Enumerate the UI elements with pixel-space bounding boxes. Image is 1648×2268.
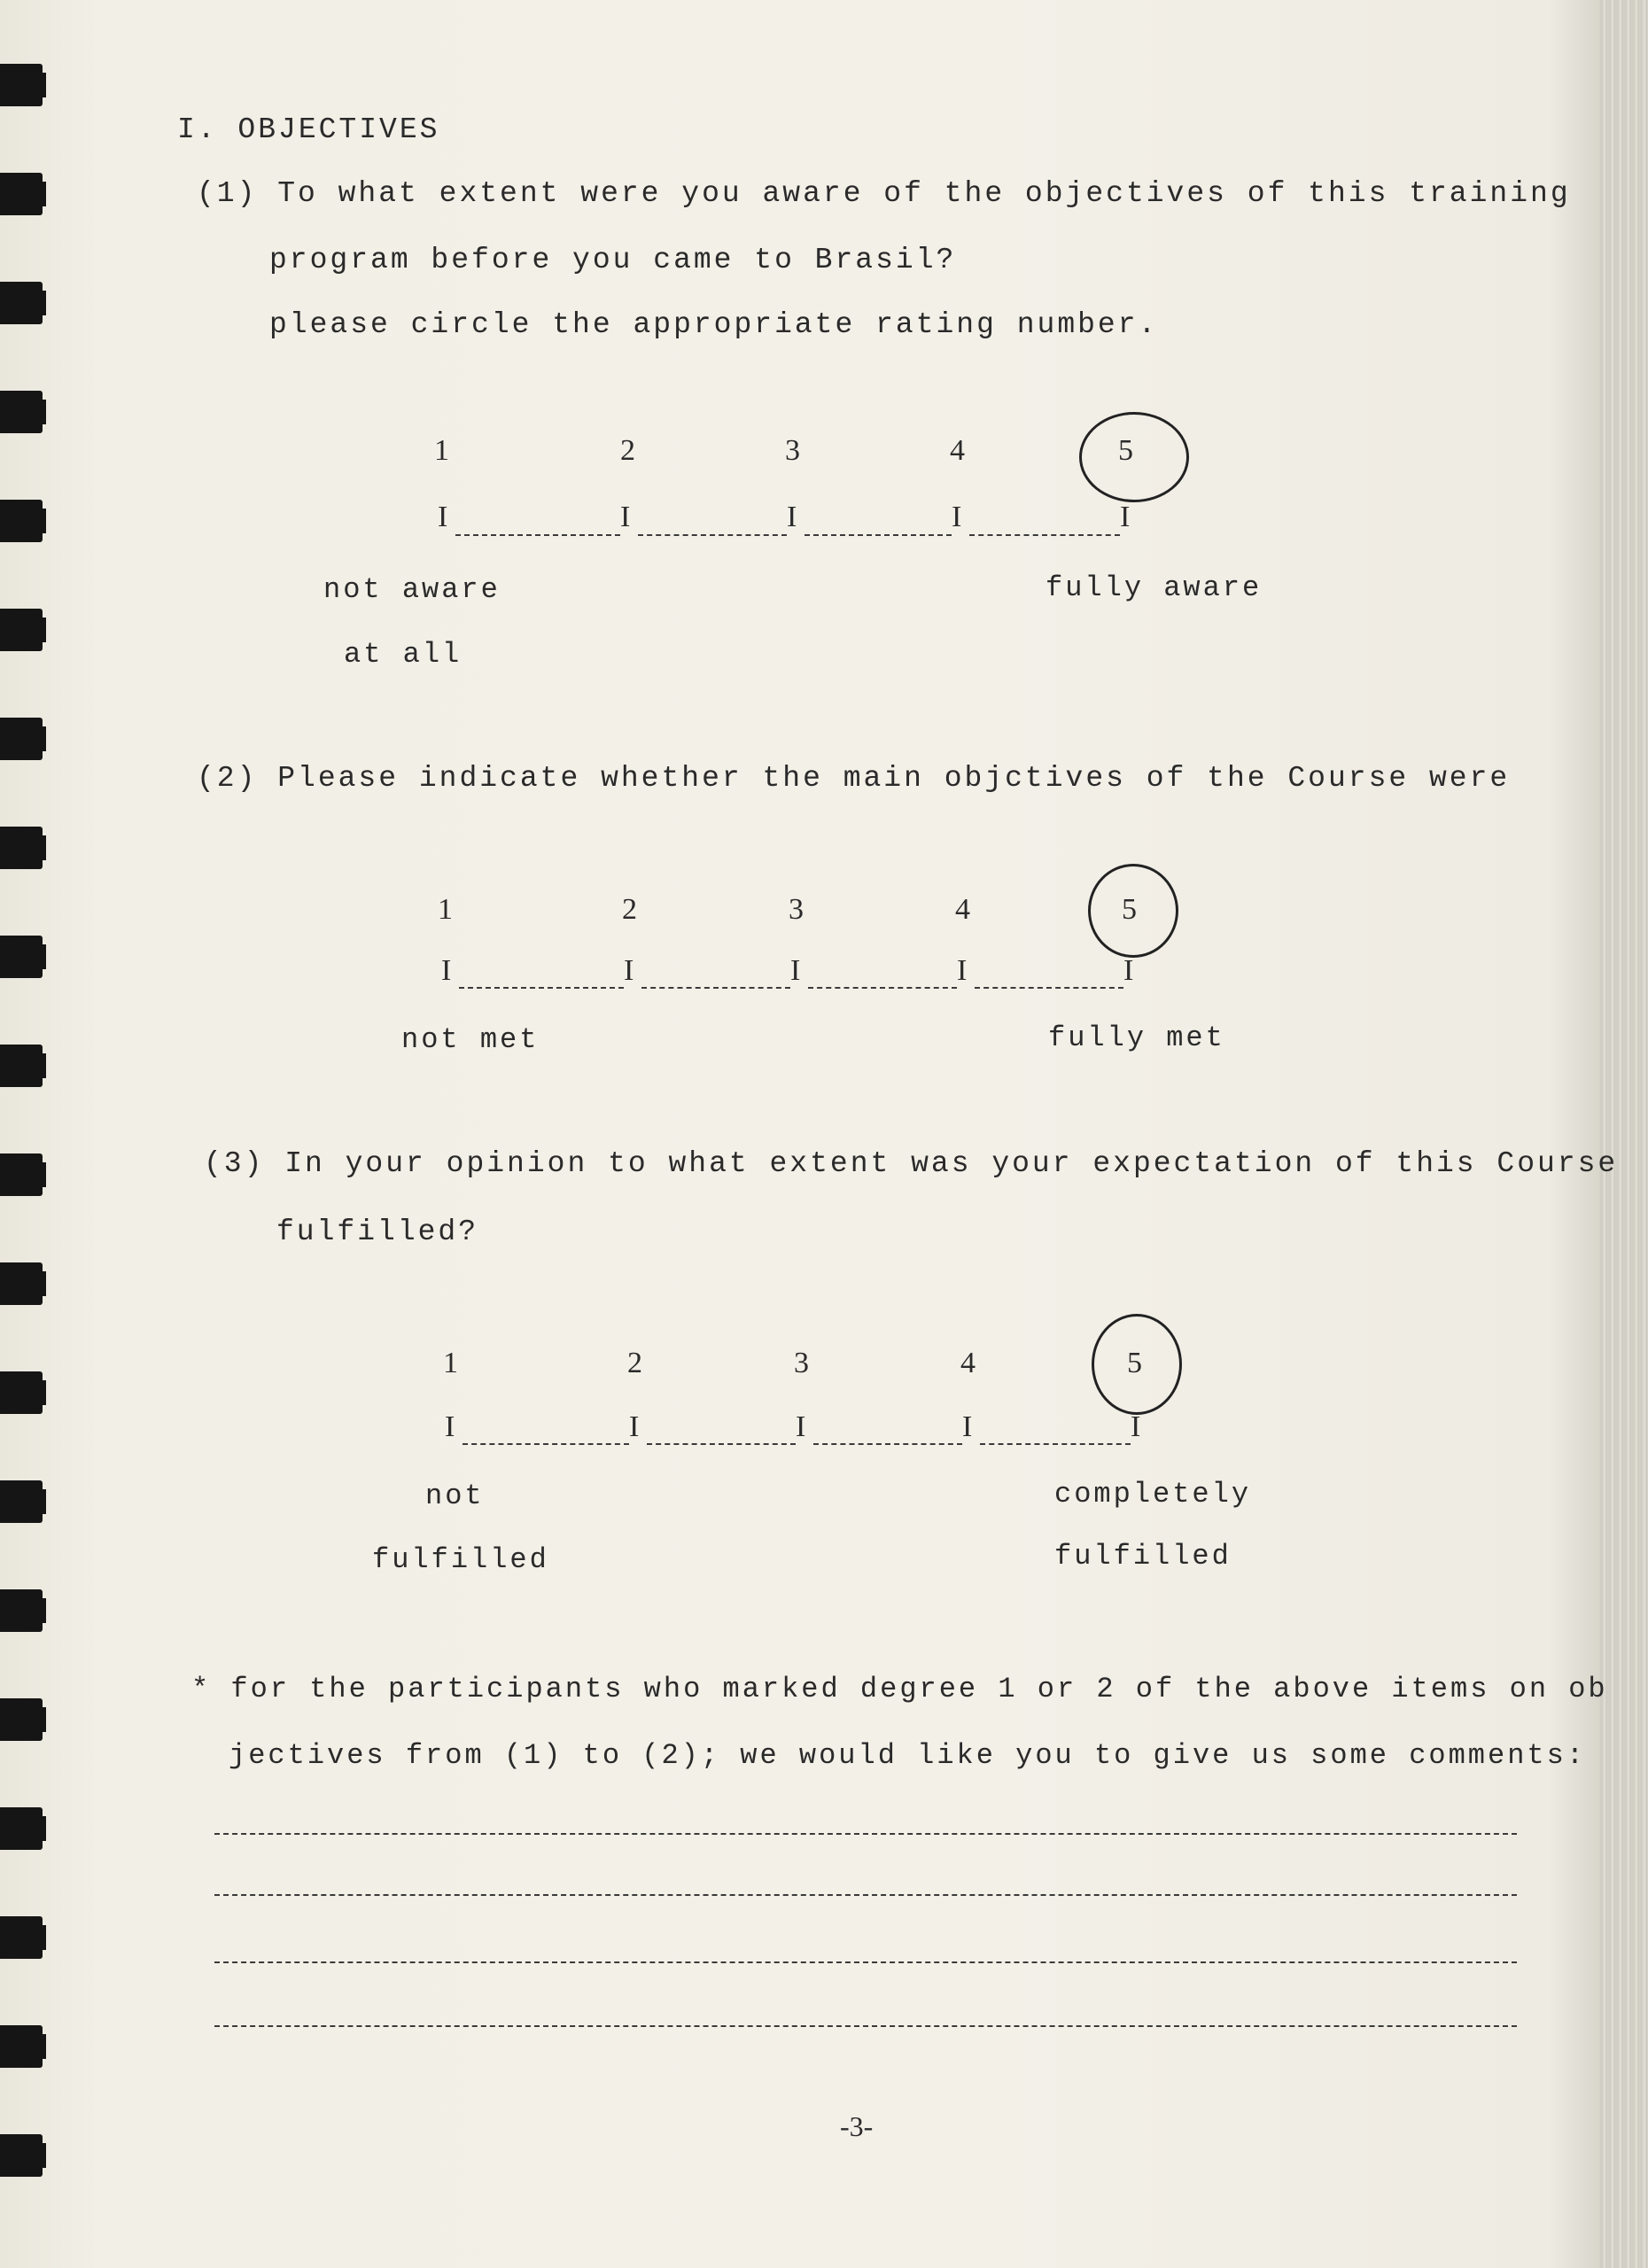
note-line1: * for the participants who marked degree 1 or 2 of the above items on ob xyxy=(191,1673,1608,1705)
q2-option-4[interactable]: 4 xyxy=(955,893,970,926)
q3-selected-circle xyxy=(1092,1314,1182,1415)
binding-hole xyxy=(0,1916,43,1959)
q3-option-1[interactable]: 1 xyxy=(443,1347,458,1379)
comment-line[interactable] xyxy=(214,2025,1517,2027)
q1-option-3[interactable]: 3 xyxy=(785,434,800,467)
q1-selected-circle xyxy=(1079,412,1189,502)
binding-hole xyxy=(0,391,43,433)
q3-scale-line xyxy=(980,1443,1131,1445)
q1-left-anchor: not aware xyxy=(323,573,501,606)
q1-tick: I xyxy=(787,501,797,533)
q3-text-line1: (3) In your opinion to what extent was your expectation of this Course xyxy=(204,1147,1619,1180)
q1-instruction: please circle the appropriate rating number. xyxy=(269,308,1159,341)
binding-hole xyxy=(0,1480,43,1523)
q1-tick: I xyxy=(620,501,631,533)
q3-option-4[interactable]: 4 xyxy=(960,1347,976,1379)
q2-right-anchor: fully met xyxy=(1048,1021,1225,1054)
q2-scale-line xyxy=(641,987,790,989)
q3-tick: I xyxy=(629,1410,640,1443)
q2-option-5[interactable]: 5 xyxy=(1122,893,1137,926)
binding-hole xyxy=(0,1698,43,1741)
q2-option-3[interactable]: 3 xyxy=(789,893,804,926)
note-line2: jectives from (1) to (2); we would like you to give us some comments: xyxy=(229,1739,1587,1772)
q2-scale-line xyxy=(808,987,957,989)
binding-hole xyxy=(0,936,43,978)
binding-hole xyxy=(0,827,43,869)
binding-hole xyxy=(0,2134,43,2177)
binding-hole xyxy=(0,2025,43,2068)
page-edges xyxy=(1599,0,1648,2268)
binding-hole xyxy=(0,1371,43,1414)
comment-line[interactable] xyxy=(214,1833,1517,1835)
binding-hole xyxy=(0,173,43,215)
q3-option-2[interactable]: 2 xyxy=(627,1347,642,1379)
section-heading: I. OBJECTIVES xyxy=(177,113,440,146)
q3-right-anchor: completely xyxy=(1054,1478,1252,1511)
q1-scale-line xyxy=(805,534,952,536)
binding-hole xyxy=(0,1262,43,1305)
q3-scale-line xyxy=(813,1443,962,1445)
q3-right-anchor-line2: fulfilled xyxy=(1054,1540,1232,1573)
q1-left-anchor-line2: at all xyxy=(344,638,463,671)
q3-option-5[interactable]: 5 xyxy=(1127,1347,1142,1379)
binding-hole xyxy=(0,1807,43,1850)
q1-text-line2: program before you came to Brasil? xyxy=(269,244,957,276)
q1-option-2[interactable]: 2 xyxy=(620,434,635,467)
binding-hole xyxy=(0,64,43,106)
q2-tick: I xyxy=(624,954,634,987)
q3-tick: I xyxy=(1131,1410,1141,1443)
q1-option-5[interactable]: 5 xyxy=(1118,434,1133,467)
q3-tick: I xyxy=(962,1410,973,1443)
q2-option-1[interactable]: 1 xyxy=(438,893,453,926)
binding-hole xyxy=(0,1045,43,1087)
q2-tick: I xyxy=(1123,954,1134,987)
q3-scale-line xyxy=(647,1443,796,1445)
binding-hole xyxy=(0,718,43,760)
comment-line[interactable] xyxy=(214,1961,1517,1963)
q1-option-4[interactable]: 4 xyxy=(950,434,965,467)
q1-right-anchor: fully aware xyxy=(1046,571,1263,604)
binding-hole xyxy=(0,1589,43,1632)
q3-left-anchor: not xyxy=(425,1480,485,1512)
q1-scale-line xyxy=(969,534,1120,536)
binding-hole xyxy=(0,609,43,651)
binding-hole xyxy=(0,282,43,324)
q2-text-line1: (2) Please indicate whether the main objctives of the Course were xyxy=(197,762,1511,795)
binding-hole xyxy=(0,1153,43,1196)
q2-selected-circle xyxy=(1088,864,1178,958)
q2-left-anchor: not met xyxy=(401,1023,540,1056)
q2-tick: I xyxy=(957,954,968,987)
comment-line[interactable] xyxy=(214,1894,1517,1896)
q1-text-line1: (1) To what extent were you aware of the objectives of this training xyxy=(197,177,1571,210)
q1-tick: I xyxy=(438,501,448,533)
q3-text-line2: fulfilled? xyxy=(276,1216,479,1248)
q3-scale-line xyxy=(463,1443,629,1445)
q3-option-3[interactable]: 3 xyxy=(794,1347,809,1379)
q1-tick: I xyxy=(952,501,962,533)
spiral-binding xyxy=(0,0,53,2268)
q1-scale-line xyxy=(638,534,787,536)
q1-scale-line xyxy=(455,534,620,536)
binding-hole xyxy=(0,500,43,542)
q1-tick: I xyxy=(1120,501,1131,533)
q2-scale-line xyxy=(975,987,1123,989)
q1-option-1[interactable]: 1 xyxy=(434,434,449,467)
q3-left-anchor-line2: fulfilled xyxy=(372,1543,549,1576)
q2-tick: I xyxy=(790,954,801,987)
q3-tick: I xyxy=(445,1410,455,1443)
q2-scale-line xyxy=(459,987,624,989)
q2-tick: I xyxy=(441,954,452,987)
page-number: -3- xyxy=(840,2110,874,2142)
q2-option-2[interactable]: 2 xyxy=(622,893,637,926)
q3-tick: I xyxy=(796,1410,806,1443)
